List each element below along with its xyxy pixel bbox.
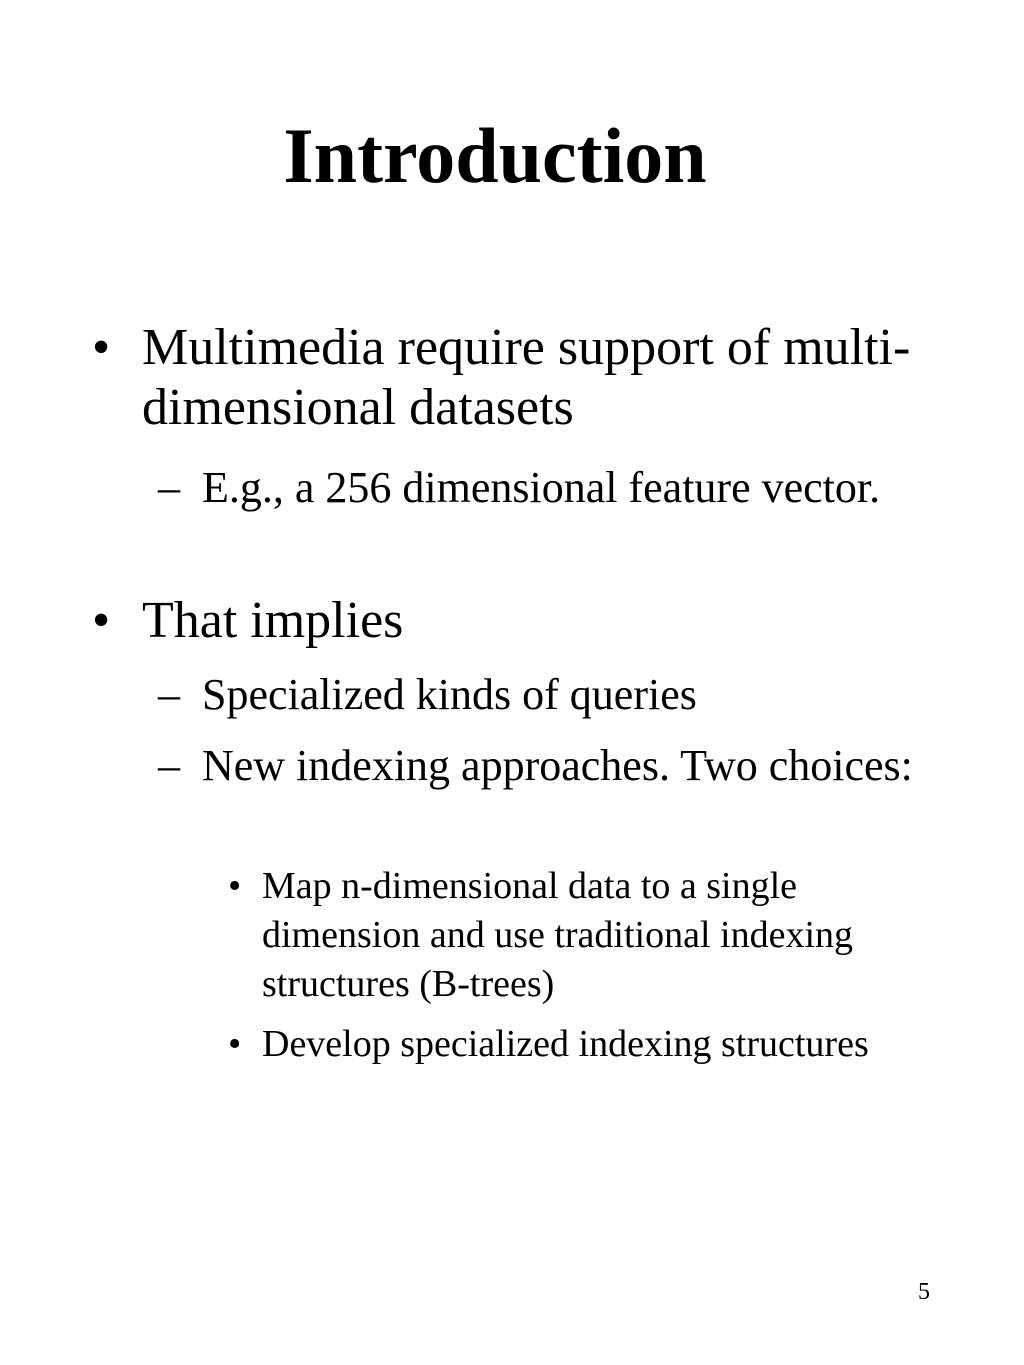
page-number: 5 [918,1279,930,1305]
sub-sub-bullet-marker: • [228,865,242,907]
sub-bullet-indexing-approaches: New indexing approaches. Two choices: [202,741,913,790]
sub-sub-bullet-marker: • [228,1023,242,1065]
sub-bullet-feature-vector: E.g., a 256 dimensional feature vector. [202,463,881,512]
bullet-marker: • [92,592,111,649]
sub-bullet-specialized-queries: Specialized kinds of queries [202,670,697,719]
slide-title: Introduction [283,112,707,199]
sub-bullet-marker: – [158,463,180,512]
bullet-multimedia-datasets: Multimedia require support of multi-dimensional datasets [142,319,911,436]
choice-map-single-dimension: Map n-dimensional data to a single dimension and use traditional indexing structures (B-trees) [262,865,854,1005]
sub-bullet-marker: – [158,741,180,790]
sub-bullet-marker: – [158,670,180,719]
bullet-marker: • [92,319,111,376]
choice-specialized-structures: Develop specialized indexing structures [262,1023,869,1065]
bullet-that-implies: That implies [142,592,404,649]
